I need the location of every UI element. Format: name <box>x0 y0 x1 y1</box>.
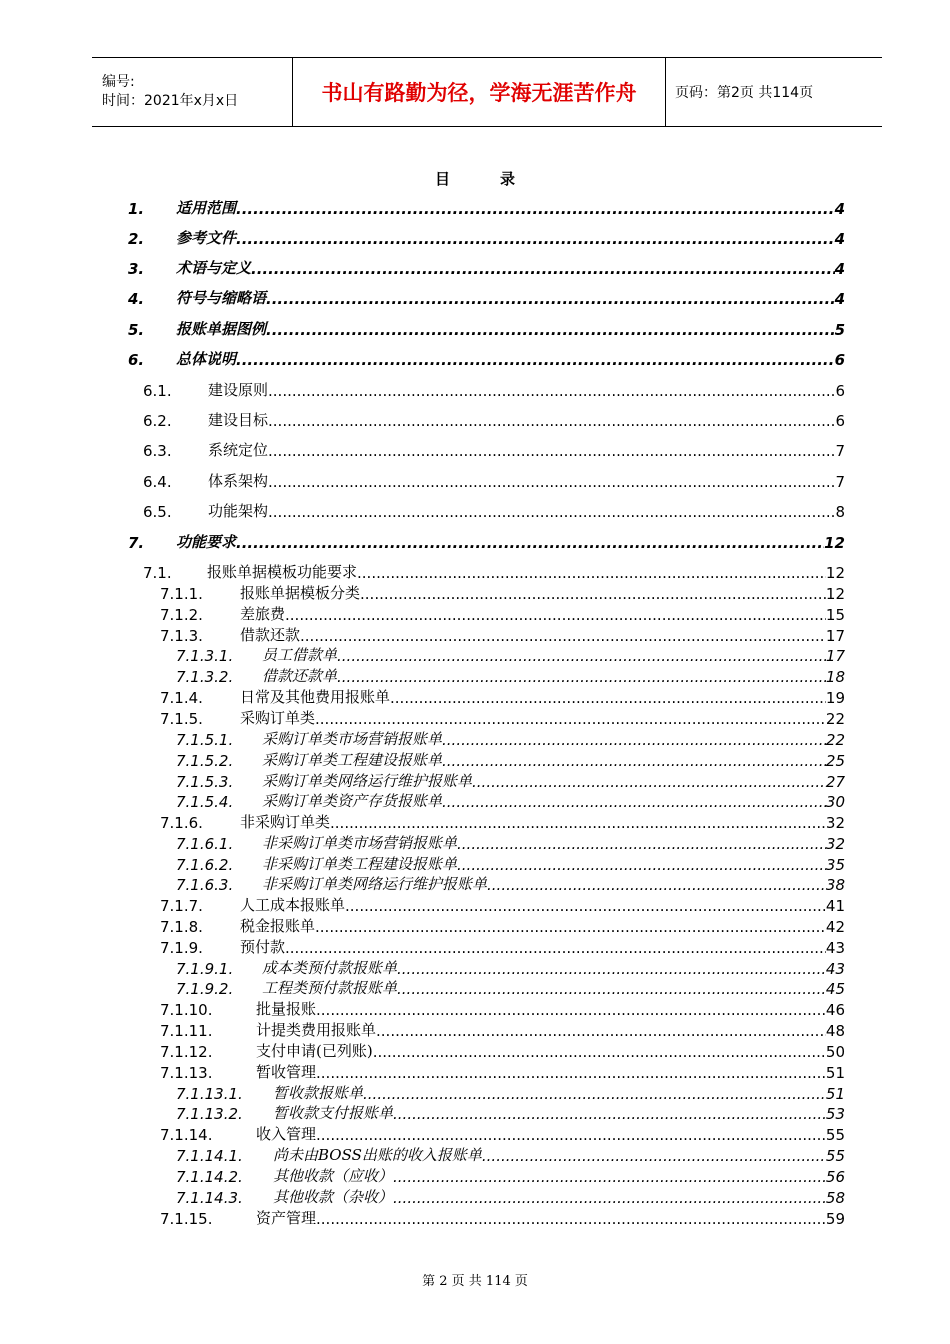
toc-entry-label: 其他收款（应收） <box>273 1167 394 1185</box>
toc-entry-label: 借款还款单 <box>262 667 338 685</box>
toc-entry-page: 17 <box>825 627 845 645</box>
toc-entry-leader <box>285 606 826 624</box>
toc-entry-leader <box>487 876 826 894</box>
toc-entry-number: 7.1.14.1. <box>176 1147 243 1165</box>
toc-entry-leader <box>285 939 826 957</box>
toc-entry-leader <box>442 752 826 770</box>
toc-entry-page: 18 <box>825 668 845 686</box>
toc-entry-leader <box>442 793 826 811</box>
toc-entry[interactable] <box>176 750 845 770</box>
toc-entry-number: 4. <box>128 290 145 308</box>
toc-entry-number: 7.1.12. <box>160 1043 213 1061</box>
toc-entry-leader <box>268 382 835 400</box>
toc-entry[interactable] <box>176 833 845 853</box>
toc-entry-label: 成本类预付款报账单 <box>262 959 398 977</box>
toc-entry-leader <box>397 960 826 978</box>
toc-entry-number: 7.1.5.3. <box>176 773 234 791</box>
toc-entry[interactable] <box>176 1103 845 1123</box>
toc-entry-page: 22 <box>825 731 845 749</box>
toc-entry-number: 7.1.10. <box>160 1001 213 1019</box>
toc-entry[interactable] <box>143 471 845 491</box>
toc-entry-number: 7.1.13.1. <box>176 1085 243 1103</box>
toc-entry-number: 7.1.1. <box>160 585 203 603</box>
toc-entry[interactable] <box>176 1166 845 1186</box>
toc-entry-page: 15 <box>825 606 845 624</box>
toc-entry-page: 45 <box>825 980 845 998</box>
toc-entry-leader <box>373 1043 826 1061</box>
toc-entry-number: 7.1.6.3. <box>176 876 234 894</box>
toc-entry-label: 收入管理 <box>256 1125 317 1143</box>
toc-entry-page: 6 <box>834 351 845 369</box>
time-label: 时间：2021年x月x日 <box>102 93 239 109</box>
toc-entry-page: 35 <box>825 856 845 874</box>
toc-entry-page: 4 <box>834 290 845 308</box>
toc-entry-label: 总体说明 <box>176 350 237 368</box>
toc-entry-label: 员工借款单 <box>262 646 338 664</box>
toc-entry-label: 符号与缩略语 <box>176 289 267 307</box>
toc-entry-leader <box>236 534 824 552</box>
toc-entry-leader <box>376 1022 826 1040</box>
toc-entry[interactable] <box>176 978 845 998</box>
toc-entry-label: 报账单据图例 <box>176 320 267 338</box>
toc-entry-page: 53 <box>825 1105 845 1123</box>
toc-entry-leader <box>236 230 835 248</box>
toc-entry-page: 56 <box>825 1168 845 1186</box>
toc-entry-leader <box>345 897 826 915</box>
toc-entry[interactable] <box>143 501 845 521</box>
toc-entry[interactable] <box>176 1145 845 1165</box>
page-footer: 第 2 页 共 114 页 <box>422 1274 528 1289</box>
toc-entry[interactable] <box>176 1083 845 1103</box>
page-header <box>92 57 882 127</box>
toc-entry[interactable] <box>128 349 845 369</box>
toc-entry-label: 其他收款（杂收） <box>273 1188 394 1206</box>
toc-entry-label: 暂收款支付报账单 <box>273 1104 394 1122</box>
toc-entry-page: 4 <box>834 260 845 278</box>
toc-entry-leader <box>315 918 826 936</box>
toc-entry-number: 7.1.11. <box>160 1022 213 1040</box>
toc-entry-page: 12 <box>825 564 845 582</box>
toc-entry-number: 7.1.5.2. <box>176 752 234 770</box>
toc-entry-number: 3. <box>128 260 145 278</box>
toc-entry[interactable] <box>160 1041 845 1061</box>
toc-entry-number: 7.1.2. <box>160 606 203 624</box>
toc-entry-number: 6. <box>128 351 145 369</box>
toc-entry-number: 7.1.14.3. <box>176 1189 243 1207</box>
toc-entry-label: 税金报账单 <box>240 917 316 935</box>
toc-title-b: 录 <box>500 170 516 188</box>
toc-entry-page: 7 <box>835 442 845 460</box>
toc-entry[interactable] <box>160 708 845 728</box>
toc-entry[interactable] <box>176 854 845 874</box>
toc-entry-page: 32 <box>825 814 845 832</box>
toc-entry-leader <box>457 856 826 874</box>
toc-entry-page: 50 <box>825 1043 845 1061</box>
toc-entry[interactable] <box>176 645 845 665</box>
toc-entry-number: 7.1.4. <box>160 689 203 707</box>
toc-entry-page: 58 <box>825 1189 845 1207</box>
toc-entry-number: 6.2. <box>143 412 172 430</box>
header-motto <box>293 58 666 126</box>
toc-entry-leader <box>236 351 835 369</box>
toc-entry[interactable] <box>160 604 845 624</box>
toc-entry[interactable] <box>160 687 845 707</box>
toc-entry-page: 4 <box>834 230 845 248</box>
toc-entry[interactable] <box>176 771 845 791</box>
toc-entry-number: 1. <box>128 200 145 218</box>
toc-entry-label: 报账单据模板功能要求 <box>207 563 358 581</box>
toc-entry-page: 32 <box>825 835 845 853</box>
toc-entry[interactable] <box>160 916 845 936</box>
toc-entry-label: 批量报账 <box>256 1000 317 1018</box>
toc-entry-page: 51 <box>825 1085 845 1103</box>
toc-entry-leader <box>316 1210 826 1228</box>
toc-entry-page: 4 <box>834 200 845 218</box>
toc-title-a: 目 <box>434 170 450 188</box>
header-meta <box>92 58 293 126</box>
toc-entry-number: 7.1.5. <box>160 710 203 728</box>
toc-entry-leader <box>397 980 826 998</box>
toc-entry-label: 差旅费 <box>240 605 286 623</box>
toc-entry-leader <box>266 290 835 308</box>
toc-entry-label: 采购订单类资产存货报账单 <box>262 792 443 810</box>
page-label: 页码：第2页 共114页 <box>675 85 814 101</box>
toc-entry-label: 非采购订单类市场营销报账单 <box>262 834 458 852</box>
toc-entry-label: 采购订单类市场营销报账单 <box>262 730 443 748</box>
toc-entry[interactable] <box>160 812 845 832</box>
toc-entry-leader <box>472 773 826 791</box>
toc-entry-page: 30 <box>825 793 845 811</box>
toc-entry-page: 55 <box>825 1147 845 1165</box>
toc-entry-page: 59 <box>825 1210 845 1228</box>
toc-entry-page: 42 <box>825 918 845 936</box>
toc-entry-page: 43 <box>825 939 845 957</box>
toc-entry[interactable] <box>128 198 845 218</box>
toc-entry-label: 暂收管理 <box>256 1063 317 1081</box>
toc-entry-number: 7.1.3.2. <box>176 668 234 686</box>
toc-entry-number: 7.1.5.4. <box>176 793 234 811</box>
toc-entry-number: 7.1.3. <box>160 627 203 645</box>
toc-entry-label: 采购订单类 <box>240 709 316 727</box>
toc-entry-page: 5 <box>834 321 845 339</box>
toc-entry[interactable] <box>176 958 845 978</box>
toc-entry-label: 功能架构 <box>208 502 269 520</box>
toc-entry-label: 报账单据模板分类 <box>240 584 361 602</box>
toc-entry[interactable] <box>128 532 845 552</box>
toc-entry-leader <box>316 1001 826 1019</box>
toc-entry-label: 日常及其他费用报账单 <box>240 688 391 706</box>
toc-entry-label: 功能要求 <box>176 533 237 551</box>
toc-entry[interactable] <box>160 999 845 1019</box>
toc-entry-page: 17 <box>825 647 845 665</box>
toc-entry-page: 48 <box>825 1022 845 1040</box>
toc-entry-leader <box>363 1085 826 1103</box>
toc-entry-label: 计提类费用报账单 <box>256 1021 377 1039</box>
toc-entry-leader <box>357 564 826 582</box>
toc-entry-page: 6 <box>835 412 845 430</box>
toc-entry-label: 系统定位 <box>208 441 269 459</box>
toc-entry-label: 建设目标 <box>208 411 269 429</box>
toc-entry[interactable] <box>128 288 845 308</box>
toc-entry-page: 43 <box>825 960 845 978</box>
toc-entry-number: 7.1.3.1. <box>176 647 234 665</box>
toc-entry-leader <box>390 689 826 707</box>
toc-entry[interactable] <box>160 625 845 645</box>
toc-entry-leader <box>442 731 826 749</box>
toc-entry-number: 7.1.7. <box>160 897 203 915</box>
motto-text: 书山有路勤为径，学海无涯苦作舟 <box>321 80 637 105</box>
toc-entry-number: 7.1.6.2. <box>176 856 234 874</box>
toc-entry-leader <box>316 1064 826 1082</box>
toc-title <box>0 168 950 189</box>
toc-entry-label: 参考文件 <box>176 229 237 247</box>
toc-entry-page: 51 <box>825 1064 845 1082</box>
toc-entry-page: 22 <box>825 710 845 728</box>
toc-entry[interactable] <box>160 895 845 915</box>
toc-entry-leader <box>315 710 826 728</box>
toc-entry-number: 6.4. <box>143 473 172 491</box>
toc-entry-page: 19 <box>825 689 845 707</box>
toc-entry-page: 8 <box>835 503 845 521</box>
toc-entry-leader <box>268 412 835 430</box>
toc-entry[interactable] <box>128 258 845 278</box>
toc-entry-label: 借款还款 <box>240 626 301 644</box>
toc-entry[interactable] <box>176 874 845 894</box>
toc-entry[interactable] <box>160 1062 845 1082</box>
toc-entry-page: 55 <box>825 1126 845 1144</box>
toc-entry-label: 资产管理 <box>256 1209 317 1227</box>
toc-entry-label: 人工成本报账单 <box>240 896 346 914</box>
toc-entry[interactable] <box>160 583 845 603</box>
toc-entry-leader <box>316 1126 826 1144</box>
toc-entry-number: 7.1.15. <box>160 1210 213 1228</box>
toc-entry[interactable] <box>128 319 845 339</box>
toc-entry-leader <box>360 585 826 603</box>
toc-entry-page: 25 <box>825 752 845 770</box>
toc-entry[interactable] <box>176 666 845 686</box>
toc-entry-number: 6.3. <box>143 442 172 460</box>
toc-entry-label: 预付款 <box>240 938 286 956</box>
toc-entry-label: 建设原则 <box>208 381 269 399</box>
toc-entry-label: 支付申请(已列账) <box>256 1042 373 1060</box>
toc-entry-number: 7.1.8. <box>160 918 203 936</box>
toc-entry-number: 5. <box>128 321 145 339</box>
toc-entry-label: 术语与定义 <box>176 259 252 277</box>
toc-entry-label: 工程类预付款报账单 <box>262 979 398 997</box>
toc-entry[interactable] <box>143 562 845 582</box>
toc-entry-number: 7.1.6.1. <box>176 835 234 853</box>
toc-entry[interactable] <box>143 440 845 460</box>
toc-entry-number: 7.1.9.1. <box>176 960 234 978</box>
toc-entry-number: 6.1. <box>143 382 172 400</box>
toc-entry-leader <box>337 647 826 665</box>
toc-entry-page: 46 <box>825 1001 845 1019</box>
toc-entry-leader <box>393 1168 826 1186</box>
toc-entry-number: 7.1. <box>143 564 172 582</box>
toc-entry[interactable] <box>143 410 845 430</box>
toc-entry-page: 27 <box>825 773 845 791</box>
toc-entry[interactable] <box>176 1187 845 1207</box>
toc-entry-number: 7.1.9.2. <box>176 980 234 998</box>
toc-entry-label: 适用范围 <box>176 199 237 217</box>
toc-entry-page: 12 <box>824 534 845 552</box>
toc-entry-leader <box>393 1105 826 1123</box>
toc-entry-leader <box>482 1147 826 1165</box>
toc-entry-number: 7.1.14. <box>160 1126 213 1144</box>
toc-entry-leader <box>236 200 835 218</box>
toc-entry-label: 非采购订单类 <box>240 813 331 831</box>
toc-entry[interactable] <box>176 791 845 811</box>
header-page <box>666 58 882 126</box>
toc-entry-leader <box>268 473 835 491</box>
toc-entry-leader <box>251 260 835 278</box>
toc-entry-leader <box>300 627 826 645</box>
toc-entry-number: 7.1.6. <box>160 814 203 832</box>
toc-entry-number: 7. <box>128 534 145 552</box>
toc-entry-page: 6 <box>835 382 845 400</box>
toc-entry[interactable] <box>128 228 845 248</box>
toc-entry-number: 2. <box>128 230 145 248</box>
toc-entry-leader <box>337 668 826 686</box>
toc-entry-number: 7.1.13. <box>160 1064 213 1082</box>
toc-entry-label: 采购订单类工程建设报账单 <box>262 751 443 769</box>
toc-entry[interactable] <box>160 937 845 957</box>
toc-entry-page: 38 <box>825 876 845 894</box>
toc-entry-page: 41 <box>825 897 845 915</box>
toc-entry[interactable] <box>143 380 845 400</box>
toc-entry-leader <box>266 321 835 339</box>
toc-entry-label: 采购订单类网络运行维护报账单 <box>262 772 473 790</box>
toc-entry-label: 非采购订单类网络运行维护报账单 <box>262 875 488 893</box>
toc-entry-leader <box>393 1189 826 1207</box>
toc-entry-label: 暂收款报账单 <box>273 1084 364 1102</box>
toc-entry-leader <box>330 814 826 832</box>
toc-entry-number: 7.1.9. <box>160 939 203 957</box>
number-label: 编号: <box>102 74 135 90</box>
toc-entry-page: 12 <box>825 585 845 603</box>
toc-entry[interactable] <box>160 1124 845 1144</box>
toc-entry[interactable] <box>176 729 845 749</box>
toc-entry-leader <box>268 442 835 460</box>
toc-entry-leader <box>457 835 826 853</box>
toc-entry-number: 7.1.5.1. <box>176 731 234 749</box>
toc-entry-label: 非采购订单类工程建设报账单 <box>262 855 458 873</box>
toc-entry-number: 7.1.14.2. <box>176 1168 243 1186</box>
toc-entry-number: 7.1.13.2. <box>176 1105 243 1123</box>
toc-entry-label: 体系架构 <box>208 472 269 490</box>
toc-entry-label: 尚未由BOSS出账的收入报账单 <box>273 1146 482 1164</box>
toc-entry-leader <box>268 503 835 521</box>
toc-entry-page: 7 <box>835 473 845 491</box>
toc-entry[interactable] <box>160 1020 845 1040</box>
toc-entry[interactable] <box>160 1208 845 1228</box>
toc-entry-number: 6.5. <box>143 503 172 521</box>
